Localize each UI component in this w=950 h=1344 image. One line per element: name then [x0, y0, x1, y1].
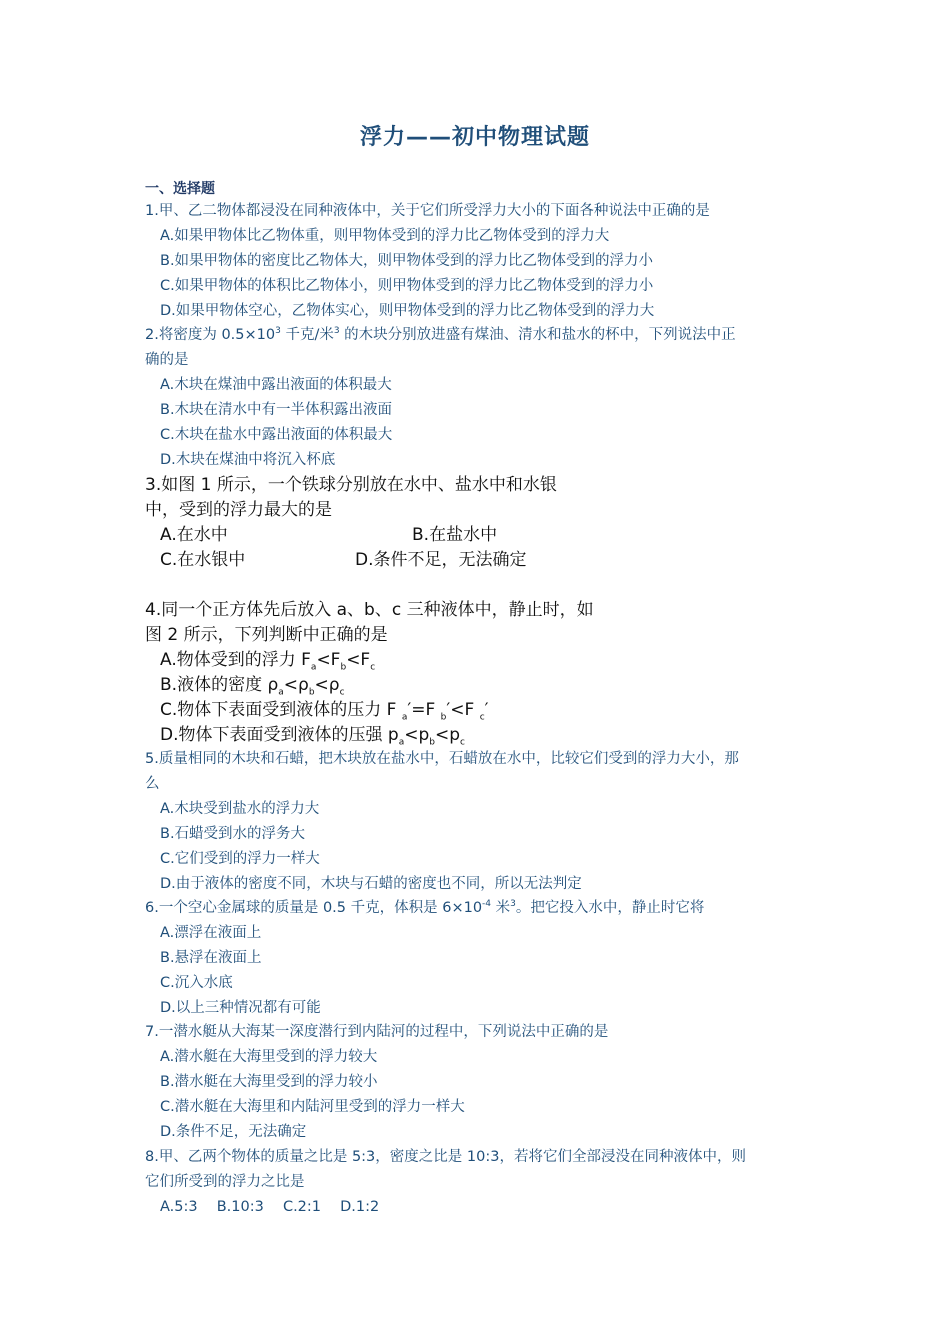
question-2-option-a: A.木块在煤油中露出液面的体积最大 — [160, 377, 392, 393]
question-1-option-c: C.如果甲物体的体积比乙物体小，则甲物体受到的浮力比乙物体受到的浮力小 — [160, 278, 654, 294]
page-title: 浮力——初中物理试题 — [359, 125, 590, 150]
question-6-option-c: C.沉入水底 — [160, 975, 233, 991]
question-2-option-b: B.木块在清水中有一半体积露出液面 — [160, 402, 393, 418]
question-2-stem: 2.将密度为 $0.5\times 10^3$ 千克/米$^3$ 的木块分别放进盛有煤油、清水和盐水的杯中，下列说法中正 — [145, 326, 736, 343]
question-3-option-c: C.在水银中 — [160, 550, 246, 570]
question-3-option-a: A.在水中 — [160, 525, 228, 545]
question-2-option-d: D.木块在煤油中将沉入杯底 — [160, 452, 336, 468]
question-3-stem-line2: 中，受到的浮力最大的是 — [145, 500, 332, 520]
question-4-option-a: A.物体受到的浮力 $F_a<F_b<F_c$ — [160, 650, 376, 673]
question-4-stem: 4.同一个正方体先后放入 a、b、c 三种液体中，静止时，如 — [145, 600, 594, 620]
question-2-option-c: C.木块在盐水中露出液面的体积最大 — [160, 427, 393, 443]
question-6-option-a: A.漂浮在液面上 — [160, 925, 262, 941]
question-7-stem: 7.一潜水艇从大海某一深度潜行到内陆河的过程中，下列说法中正确的是 — [145, 1024, 609, 1040]
question-3-option-d: D.条件不足，无法确定 — [355, 550, 527, 570]
question-5-option-c: C.它们受到的浮力一样大 — [160, 851, 320, 867]
question-7-option-b: B.潜水艇在大海里受到的浮力较小 — [160, 1074, 378, 1090]
question-3-option-b: B.在盐水中 — [412, 525, 498, 545]
question-3-stem: 3.如图 1 所示，一个铁球分别放在水中、盐水中和水银 — [145, 475, 557, 495]
question-1-option-d: D.如果甲物体空心，乙物体实心，则甲物体受到的浮力比乙物体受到的浮力大 — [160, 303, 655, 319]
question-1-option-b: B.如果甲物体的密度比乙物体大，则甲物体受到的浮力比乙物体受到的浮力小 — [160, 253, 654, 269]
question-4-option-b: B.液体的密度 $\rho_a<\rho_b<\rho_c$ — [160, 675, 345, 698]
question-2-stem-line2: 确的是 — [145, 352, 189, 368]
question-4-option-d: D.物体下表面受到液体的压强 $p_a<p_b<p_c$ — [160, 725, 465, 748]
section-heading: 一、选择题 — [145, 181, 215, 197]
question-7-option-a: A.潜水艇在大海里受到的浮力较大 — [160, 1049, 378, 1065]
question-8-stem: 8.甲、乙两个物体的质量之比是 5:3，密度之比是 10:3，若将它们全部浸没在同种液体中，则 — [145, 1149, 746, 1165]
question-1-stem: 1.甲、乙二物体都浸没在同种液体中，关于它们所受浮力大小的下面各种说法中正确的是 — [145, 203, 710, 219]
question-5-option-b: B.石蜡受到水的浮务大 — [160, 826, 306, 842]
question-5-option-a: A.木块受到盐水的浮力大 — [160, 801, 320, 817]
question-4-option-c: C.物体下表面受到液体的压力 F $_a$′=F $_b$′<F $_c$′ — [160, 700, 489, 723]
question-1-option-a: A.如果甲物体比乙物体重，则甲物体受到的浮力比乙物体受到的浮力大 — [160, 228, 610, 244]
question-7-option-d: D.条件不足，无法确定 — [160, 1124, 307, 1140]
question-5-stem-line2: 么 — [145, 776, 160, 792]
question-8-options: A.5:3 B.10:3 C.2:1 D.1:2 — [160, 1199, 380, 1215]
question-6-stem: 6.一个空心金属球的质量是 0.5 千克，体积是 $6\times 10^{-4}$ 米$^3$。把它投入水中，静止时它将 — [145, 899, 705, 916]
question-5-option-d: D.由于液体的密度不同，木块与石蜡的密度也不同，所以无法判定 — [160, 876, 582, 892]
question-7-option-c: C.潜水艇在大海里和内陆河里受到的浮力一样大 — [160, 1099, 465, 1115]
question-6-option-d: D.以上三种情况都有可能 — [160, 1000, 321, 1016]
question-8-stem-line2: 它们所受到的浮力之比是 — [145, 1174, 305, 1190]
question-6-option-b: B.悬浮在液面上 — [160, 950, 262, 966]
question-4-stem-line2: 图 2 所示，下列判断中正确的是 — [145, 625, 388, 645]
question-5-stem: 5.质量相同的木块和石蜡，把木块放在盐水中，石蜡放在水中，比较它们受到的浮力大小，那 — [145, 751, 739, 767]
